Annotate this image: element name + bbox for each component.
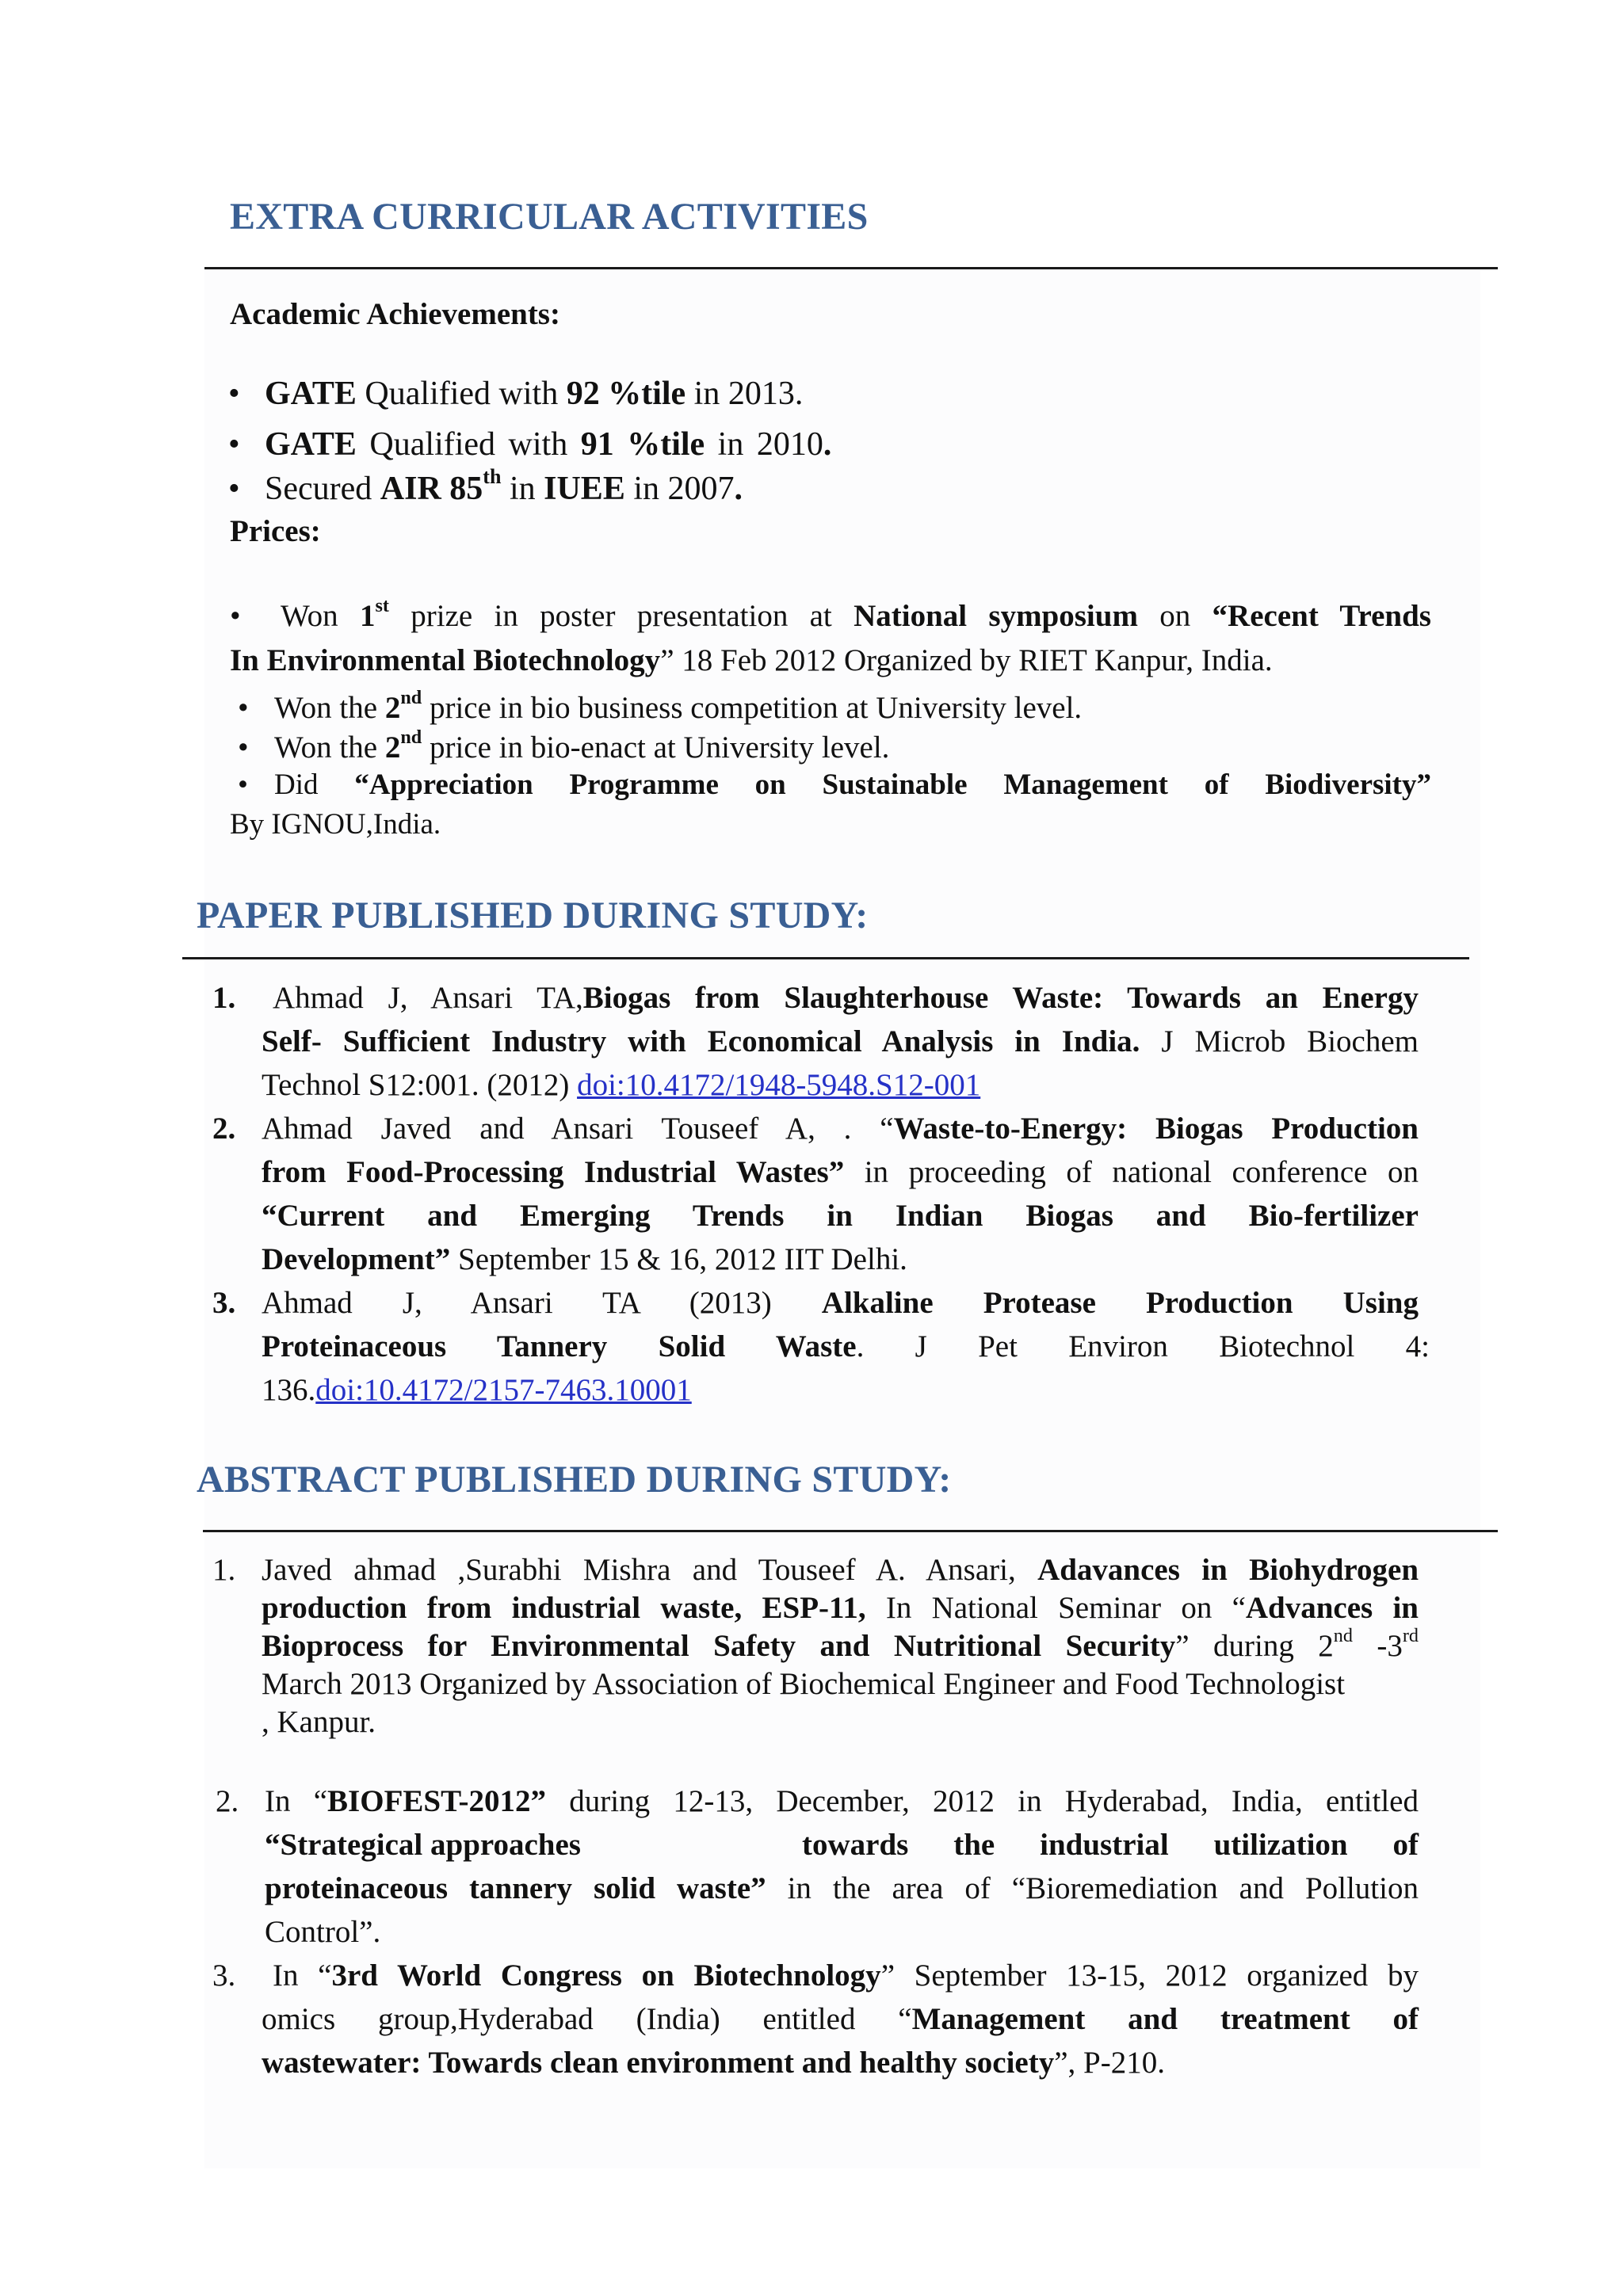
list-item: • GATE Qualified with 91 %tile in 2010.	[228, 426, 832, 463]
list-number: 1.	[212, 1553, 236, 1587]
paper-line: from Food-Processing Industrial Wastes” in proceeding of national conference on	[262, 1155, 1419, 1189]
abstract-line: wastewater: Towards clean environment and healthy society”, P-210.	[262, 2046, 1165, 2080]
paper-line: 136.doi:10.4172/2157-7463.10001	[262, 1373, 692, 1407]
paper-line: Development” September 15 & 16, 2012 IIT Delhi.	[262, 1242, 907, 1276]
abstract-line: Bioprocess for Environmental Safety and Nutritional Security” during 2nd -3rd	[262, 1624, 1419, 1663]
section-divider	[204, 267, 1498, 269]
abstract-line: In “3rd World Congress on Biotechnology” September 13-15, 2012 organized by	[273, 1958, 1419, 1993]
section-title-extra-curricular: EXTRA CURRICULAR ACTIVITIES	[230, 196, 869, 238]
list-number: 3.	[212, 1286, 236, 1320]
list-number: 2.	[212, 1112, 236, 1146]
paper-line: Ahmad J, Ansari TA,Biogas from Slaughterhouse Waste: Towards an Energy	[273, 981, 1419, 1015]
paper-line: Technol S12:001. (2012) doi:10.4172/1948-5948.S12-001	[262, 1068, 981, 1102]
abstract-line: proteinaceous tannery solid waste” in the area of “Bioremediation and Pollution	[265, 1871, 1419, 1905]
abstract-line: omics group,Hyderabad (India) entitled “Management and treatment of	[262, 2002, 1419, 2036]
doi-link[interactable]: doi:10.4172/1948-5948.S12-001	[577, 1068, 981, 1102]
list-item: • Won the 2nd price in bio-enact at University level.	[238, 726, 890, 765]
section-title-abstracts: ABSTRACT PUBLISHED DURING STUDY:	[197, 1459, 952, 1501]
list-number: 3.	[212, 1958, 236, 1993]
list-item: • Did “Appreciation Programme on Sustainable Management of Biodiversity”	[238, 769, 1431, 801]
paper-line: Self- Sufficient Industry with Economical Analysis in India. J Microb Biochem	[262, 1024, 1419, 1058]
list-item: • Won 1st prize in poster presentation at National symposium on “Recent Trends	[230, 594, 1431, 633]
paper-line: “Current and Emerging Trends in Indian Biogas and Bio-fertilizer	[262, 1199, 1419, 1233]
list-item: • Secured AIR 85th in IUEE in 2007.	[228, 465, 743, 507]
list-item: • Won the 2nd price in bio business competition at University level.	[238, 686, 1083, 725]
paper-line: Ahmad J, Ansari TA (2013) Alkaline Protease Production Using	[262, 1286, 1419, 1320]
paper-line: Proteinaceous Tannery Solid Waste. J Pet Environ Biotechnol 4:	[262, 1329, 1430, 1363]
abstract-line: “Strategical approaches	[265, 1828, 581, 1862]
abstract-line: March 2013 Organized by Association of Biochemical Engineer and Food Technologist	[262, 1667, 1346, 1701]
abstract-line: production from industrial waste, ESP-11, In National Seminar on “Advances in	[262, 1591, 1419, 1625]
abstract-line: Javed ahmad ,Surabhi Mishra and Touseef A. Ansari, Adavances in Biohydrogen	[262, 1553, 1419, 1587]
academic-achievements-heading: Academic Achievements:	[230, 297, 560, 331]
prices-heading: Prices:	[230, 514, 321, 548]
doi-link[interactable]: doi:10.4172/2157-7463.10001	[315, 1373, 692, 1407]
section-divider	[203, 1530, 1498, 1532]
section-divider	[182, 957, 1469, 959]
paper-line: Ahmad Javed and Ansari Touseef A, . “Waste-to-Energy: Biogas Production	[262, 1112, 1419, 1146]
abstract-line: towards the industrial utilization of	[802, 1828, 1419, 1862]
abstract-line: In “BIOFEST-2012” during 12-13, December, 2012 in Hyderabad, India, entitled	[265, 1784, 1419, 1818]
list-item: • GATE Qualified with 92 %tile in 2013.	[228, 376, 804, 412]
abstract-line: Control”.	[265, 1915, 381, 1949]
list-number: 2.	[216, 1784, 239, 1818]
abstract-line: , Kanpur.	[262, 1705, 376, 1739]
list-item-continuation: In Environmental Biotechnology” 18 Feb 2012 Organized by RIET Kanpur, India.	[230, 643, 1273, 677]
section-title-papers: PAPER PUBLISHED DURING STUDY:	[197, 894, 869, 936]
list-number: 1.	[212, 981, 236, 1015]
list-item-continuation: By IGNOU,India.	[230, 808, 441, 841]
